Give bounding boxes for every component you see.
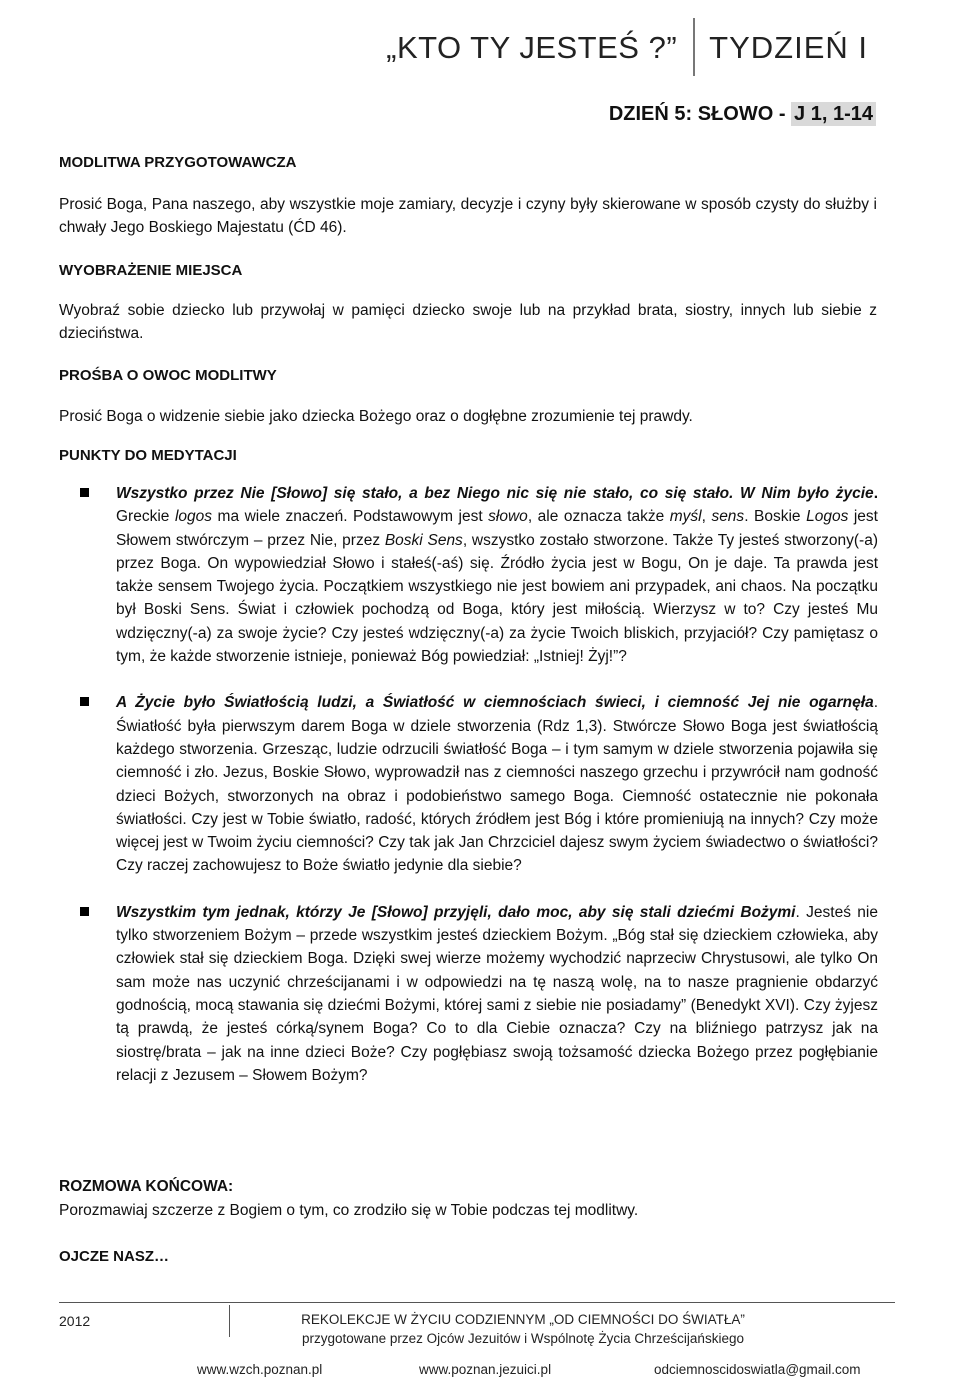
point-1-text: , (701, 508, 712, 526)
footer-year: 2012 (59, 1313, 91, 1329)
point-1-emphasis: słowo (488, 508, 528, 526)
point-1-emphasis: Logos (806, 508, 849, 526)
point-1-emphasis: Boski Sens (384, 531, 463, 549)
footer-link-jezuici[interactable]: www.poznan.jezuici.pl (419, 1362, 552, 1377)
place-heading: WYOBRAŻENIE MIEJSCA (59, 262, 243, 279)
point-1-text: , ale oznacza także (527, 508, 670, 526)
fruit-heading: PROŚBA O OWOC MODLITWY (59, 367, 277, 384)
point-1-emphasis: sens (711, 508, 745, 526)
day-title (609, 103, 876, 126)
bullet-square-icon (80, 697, 89, 706)
footer-title (236, 1310, 810, 1348)
fruit-text: Prosić Boga o widzenie siebie jako dziecka Bożego oraz o dogłębne zrozumienie tej prawdy. (59, 408, 693, 425)
point-1-emphasis: logos (174, 508, 213, 526)
footer-link-wzch[interactable]: www.wzch.poznan.pl (197, 1362, 323, 1377)
meditation-point-3 (80, 901, 878, 1087)
point-1-emphasis: myśl (669, 508, 702, 526)
our-father-heading: OJCZE NASZ… (59, 1248, 170, 1265)
point-3-text: . Jesteś nie tylko stworzeniem Bożym – przede wszystkim jesteś dzieckiem Bożym. „Bóg stał się dzieckiem człowieka, aby człowiek stał się dzieckiem Boga. Dzięki swej wierze możemy wychodzić naprzeciw Chrystusowi, ale tylko On sam może nas uczynić chrześcijanami i w odpowiedzi na tę naszą wolę, na to nasze pragnienie obdarzyć godnością, mocą stawania się dziećmi Bożymi, której sami z siebie nie posiadamy” (Benedykt XVI). Czy żyjesz tą prawdą, że jesteś córką/synem Boga? Co to dla Ciebie oznacza? Czy na bliźniego patrzysz jak na siostrę/brata – jak na inne dzieci Boże? Czy pogłębiasz swoją tożsamość dziecka Bożego przez pogłębianie relacji z Jezusem – Słowem Bożym? (116, 903, 878, 1084)
place-text: Wyobraź sobie dziecko lub przywołaj w pamięci dziecko swoje lub na przykład brata, siostry, innych lub siebie z dzieciństwa. (59, 302, 877, 342)
footer-email-link[interactable]: odciemnoscidoswiatla@gmail.com (654, 1362, 861, 1377)
scripture-reference: J 1, 1-14 (791, 102, 876, 126)
closing-text: Porozmawiaj szczerze z Bogiem o tym, co zrodziło się w Tobie podczas tej modlitwy. (59, 1202, 639, 1219)
meditation-points (80, 482, 878, 1110)
point-1-quote: Wszystko przez Nie [Słowo] się stało, a bez Niego nic się nie stało, co się stało. W Nim było życie (116, 485, 874, 502)
meditation-heading: PUNKTY DO MEDYTACJI (59, 447, 237, 464)
day-label: DZIEŃ 5: SŁOWO - (608, 103, 792, 125)
meditation-point-2 (80, 691, 878, 877)
point-1-text: . Boskie (744, 508, 807, 526)
point-1-text: Greckie (116, 508, 175, 526)
point-2-text: . Światłość była pierwszym darem Boga w dziele stworzenia (Rdz 1,3). Stwórcze Słowo Boga jest światłością każdego stworzenia. Grzesząc, ludzie odrzucili światłość Boga – i tym samym w dziele stworzenia pojawiła się ciemność i zło. Jezus, Boskie Słowo, wyprowadził nas z ciemności naszego grzechu i przywrócił nam godność dzieci Bożych, stworzonych na obraz i podobieństwo samego Boga. Ciemność ostatecznie nie pokonała światłości. Czy jest w Tobie światło, radość, których źródłem jest Bóg i które promieniują na innych? Czy może więcej jest w Twoim życiu ciemności? Czy tak jak Jan Chrzciciel dajesz swym życiem świadectwo o światłości? Czy raczej zachowujesz to Boże światło jedynie dla siebie? (116, 694, 878, 875)
closing-heading: ROZMOWA KOŃCOWA: (59, 1178, 234, 1195)
series-title: „KTO TY JESTEŚ ?” (386, 30, 678, 65)
prayer-text: Prosić Boga, Pana naszego, aby wszystkie moje zamiary, decyzje i czyny były skierowane w sposób czysty do służby i chwały Jego Boskiego Majestatu (ĆD 46). (59, 196, 877, 236)
point-3-quote: Wszystkim tym jednak, którzy Je [Słowo] przyjęli, dało moc, aby się stali dziećmi Bożymi (116, 903, 796, 921)
meditation-point-1 (80, 482, 878, 668)
prayer-heading: MODLITWA PRZYGOTOWAWCZA (59, 154, 297, 171)
point-2-quote: A Życie było Światłością ludzi, a Światłość w ciemnościach świeci, i ciemność Jej nie ogarnęła (116, 694, 874, 712)
bullet-square-icon (80, 907, 89, 916)
point-1-quote-dot: . (873, 485, 878, 502)
footer-title-line-2: przygotowane przez Ojców Jezuitów i Wspólnotę Życia Chrześcijańskiego (302, 1331, 744, 1346)
point-1-text: ma wiele znaczeń. Podstawowym jest (212, 508, 489, 526)
page-header (386, 18, 868, 76)
bullet-square-icon (80, 488, 89, 497)
footer-title-line-1: REKOLEKCJE W ŻYCIU CODZIENNYM „OD CIEMNOŚCI DO ŚWIATŁA” (301, 1312, 745, 1327)
point-1-text: jest Słowem stwórczym – przez Nie, przez (116, 508, 878, 549)
week-title: TYDZIEŃ I (709, 30, 868, 65)
point-1-text: , wszystko zostało stworzone. Także Ty jesteś stworzony(-a) przez Boga. On wypowiedział Słowo i stałeś(-aś) się. Źródło życia jest w Bogu, On je daje. Ta prawda jest także sensem Twojego życia. Początkiem wszystkiego nie jest bowiem ani przypadek, ani chaos. Na początku był Boski Sens. Świat i człowiek pochodzą od Boga, który jest miłością. Wierzysz w to? Czy jesteś Mu wdzięczny(-a) za swoje życie? Czy jesteś wdzięczny(-a) za życie Twoich bliskich, przyjaciół? Czy pamiętasz o tym, że każde stworzenie istnieje, ponieważ Bóg powiedział: „Istniej! Żyj!”? (116, 531, 878, 666)
footer-separator (229, 1305, 230, 1337)
footer-divider (59, 1302, 895, 1303)
